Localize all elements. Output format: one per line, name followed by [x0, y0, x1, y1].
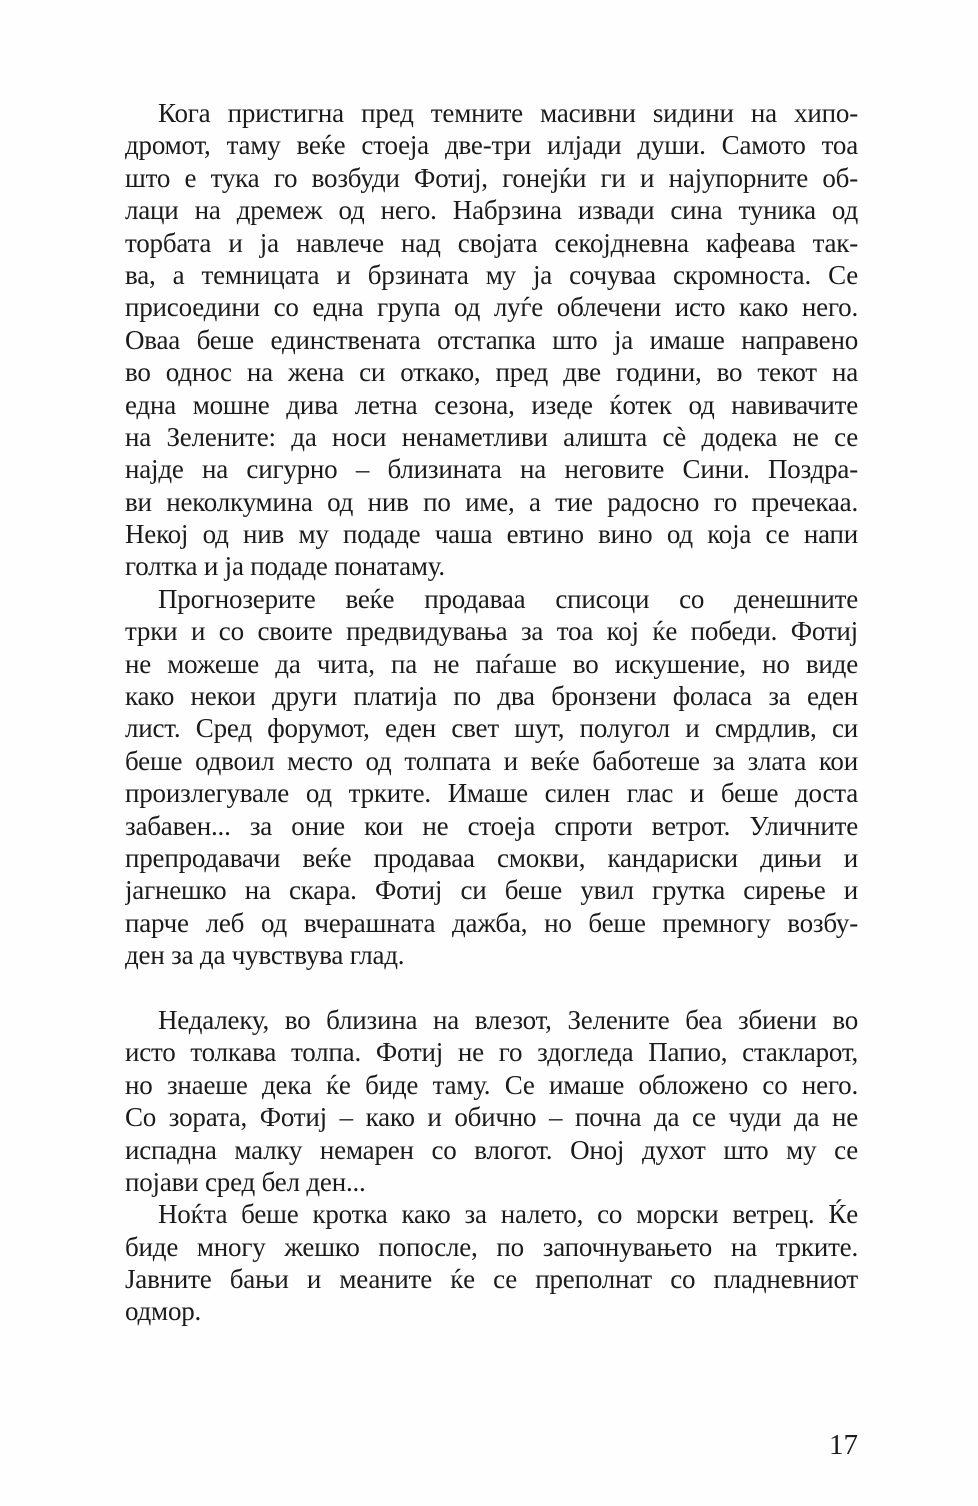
text-line: беше одвоил место од толпата и веќе баботеше за злата кои	[125, 745, 858, 776]
page-text	[125, 97, 858, 1328]
text-line: не можеше да чита, па не паѓаше во искушение, но виде	[125, 648, 858, 679]
text-line: биде многу жешко попосле, по започнувањето на трките.	[125, 1231, 858, 1262]
text-line: Прогнозерите веќе продаваа списоци со денешните	[158, 583, 858, 614]
text-line: Оваа беше единствената отстапка што ја имаше направено	[125, 324, 858, 355]
text-line: што е тука го возбуди Фотиј, гонејќи ги и најупорните об-	[125, 162, 858, 193]
text-line: трки и со своите предвидувања за тоа кој ќе победи. Фотиј	[125, 616, 858, 647]
text-line: Јавните бањи и меаните ќе се преполнат со пладневниот	[125, 1264, 858, 1295]
paragraph-1	[125, 97, 858, 583]
text-line: одмор.	[125, 1296, 202, 1327]
text-line: Со зората, Фотиј – како и обично – почна да се чуди да не	[125, 1102, 858, 1133]
text-line: Недалеку, во близина на влезот, Зелените беа збиени во	[158, 1004, 858, 1035]
paragraph-3	[125, 1004, 858, 1198]
paragraph-4	[125, 1198, 858, 1328]
text-line: забавен... за оние кои не стоеја спроти ветрот. Уличните	[125, 810, 858, 841]
text-line: на Зелените: да носи ненаметливи алишта сè додека не се	[125, 421, 858, 452]
text-line: препродавачи веќе продаваа смокви, кандариски дињи и	[125, 842, 858, 873]
text-line: но знаеше дека ќе биде таму. Се имаше обложено со него.	[125, 1069, 858, 1100]
page-number: 17	[829, 1429, 858, 1461]
text-line: парче леб од вчерашната дажба, но беше премногу возбу-	[125, 907, 858, 938]
text-line: Некој од нив му подаде чаша евтино вино од која се напи	[125, 519, 858, 550]
text-line: исто толкава толпа. Фотиј не го здогледа Папио, стакларот,	[125, 1037, 858, 1068]
text-line: ви неколкумина од нив по име, а тие радосно го пречекаа.	[125, 486, 858, 517]
text-line: голтка и ја подаде понатаму.	[125, 551, 445, 582]
text-line: најде на сигурно – близината на неговите Сини. Поздра-	[125, 454, 858, 485]
text-line: Кога пристигна пред темните масивни ѕидини на хипо-	[158, 98, 858, 128]
paragraph-2	[125, 583, 858, 972]
text-line: јагнешко на скара. Фотиј си беше увил грутка сирење и	[125, 875, 858, 906]
text-line: Ноќта беше кротка како за налето, со морски ветрец. Ќе	[158, 1199, 858, 1230]
text-line: во однос на жена си откако, пред две години, во текот на	[125, 357, 858, 388]
text-line: торбата и ја навлече над својата секојдневна кафеава так-	[125, 227, 858, 258]
text-line: ва, а темницата и брзината му ја сочуваа скромноста. Се	[125, 259, 858, 290]
text-line: лист. Сред форумот, еден свет шут, полугол и смрдлив, си	[125, 713, 858, 744]
text-line: ден за да чувствува глад.	[125, 940, 405, 971]
text-line: произлегувале од трките. Имаше силен глас и беше доста	[125, 778, 858, 809]
text-line: една мошне дива летна сезона, изеде ќотек од навивачите	[125, 389, 858, 420]
text-line: лаци на дремеж од него. Набрзина извади сина туника од	[125, 195, 858, 226]
text-line: испадна малку немарен со влогот. Оној духот што му се	[125, 1134, 858, 1165]
text-line: како некои други платија по два бронзени фоласа за еден	[125, 681, 858, 712]
text-line: присоедини со една група од луѓе облечени исто како него.	[125, 292, 858, 323]
text-line: појави сред бел ден...	[125, 1166, 366, 1197]
text-line: дромот, таму веќе стоеја две-три илјади души. Самото тоа	[125, 130, 858, 161]
